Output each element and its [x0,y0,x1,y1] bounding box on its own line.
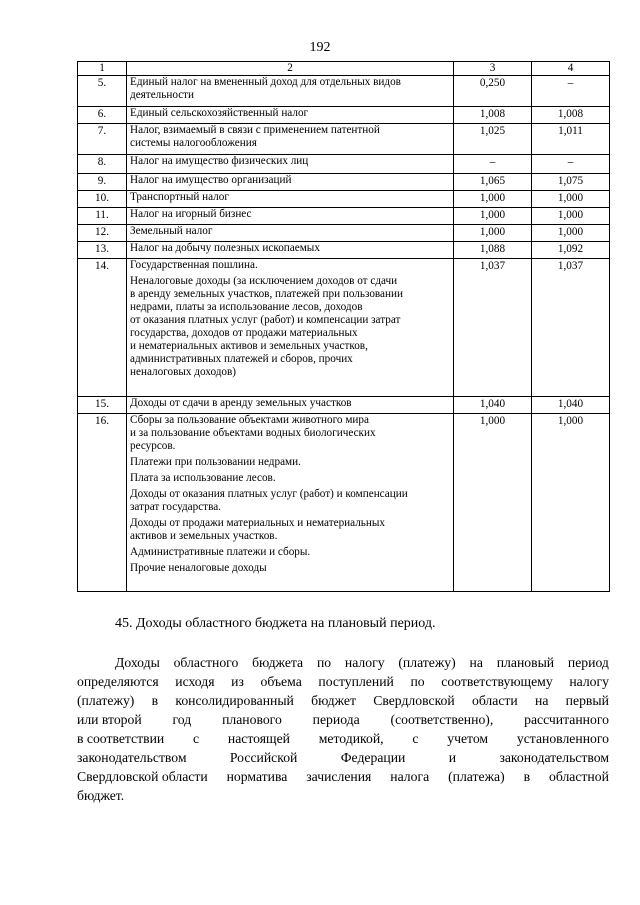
income-name-line: Государственная пошлина. [130,259,258,271]
income-name-line: от оказания платных услуг (работ) и компенсации затрат [130,314,401,326]
income-name-line: Налог на игорный бизнес [130,208,252,220]
paragraph-word: Свердловской [373,693,455,708]
income-name-line: затрат государства. [130,501,221,513]
paragraph-word: и [448,750,457,765]
paragraph-word: год [172,712,192,727]
paragraph-word: установленного [516,731,609,746]
paragraph-word: бюджет [311,693,356,708]
paragraph-line [77,786,609,805]
rate-col-3: 1,008 [454,107,532,124]
income-name-line: Единый сельскохозяйственный налог [130,107,309,119]
paragraph-word: в соответствии [77,731,165,746]
income-name-line: деятельности [130,89,195,101]
paragraph-line [77,748,609,767]
paragraph-word: (платежу) [398,655,456,670]
paragraph-word: соответствующему [441,674,553,689]
header-col-3: 3 [454,62,532,76]
income-name [127,259,454,397]
paragraph-word: налога [390,769,430,784]
income-name-line: недрами, платы за использование лесов, доходов [130,301,363,313]
income-name-line: административных платежей и сборов, прочих [130,353,353,365]
income-name [127,155,454,174]
paragraph-word: или второй [77,712,142,727]
paragraph-word: объема [260,674,302,689]
page-number: 192 [309,40,331,55]
paragraph-word: из [231,674,244,689]
paragraph-word: настоящей [227,731,290,746]
paragraph-word: рассчитанного [524,712,609,727]
income-name [127,414,454,592]
rate-col-4: 1,037 [532,259,610,397]
paragraph-word: в [523,769,531,784]
paragraph-word: по [316,655,332,670]
paragraph-word: Российской [229,750,298,765]
income-name-line: системы налогообложения [130,137,257,149]
rate-col-4: 1,000 [532,191,610,208]
rate-col-3: 1,088 [454,242,532,259]
income-name-line: активов и земельных участков. [130,530,278,542]
row-number: 7. [78,124,127,155]
row-number: 16. [78,414,127,592]
income-name-line: Административные платежи и сборы. [130,546,311,558]
rate-col-3: 1,000 [454,191,532,208]
tax-rates-table [77,61,610,592]
income-name [127,242,454,259]
paragraph-word: зачисления [306,769,372,784]
paragraph-word: с [412,731,419,746]
income-name-line: Плата за использование лесов. [130,472,276,484]
rate-col-3: 1,000 [454,225,532,242]
paragraph-word: Федерации [340,750,406,765]
paragraph-word: (соответственно), [390,712,494,727]
income-name [127,208,454,225]
paragraph-word: Свердловской области [77,769,208,784]
paragraph-word: области [471,693,518,708]
income-name-line: Сборы за пользование объектами животного мира [130,414,369,426]
rate-col-4: 1,075 [532,174,610,191]
header-col-2: 2 [127,62,454,76]
paragraph-word: планового [222,712,282,727]
row-number: 8. [78,155,127,174]
row-number: 9. [78,174,127,191]
table-row [78,76,610,107]
row-number: 6. [78,107,127,124]
rate-col-3: 1,065 [454,174,532,191]
income-name [127,107,454,124]
paragraph-word: в [151,693,159,708]
paragraph-word: методикой, [318,731,384,746]
row-number: 13. [78,242,127,259]
table-row [78,191,610,208]
table-row [78,225,610,242]
income-name-line: Доходы от оказания платных услуг (работ) и компенсации [130,488,408,500]
rate-col-3: 1,040 [454,397,532,414]
income-name-line: и за пользование объектами водных биологических [130,427,376,439]
paragraph-word: законодательством [499,750,609,765]
header-col-4: 4 [532,62,610,76]
rate-col-4: 1,000 [532,414,610,592]
income-name-line: Единый налог на вмененный доход для отдельных видов [130,76,401,88]
paragraph-word: норматива [226,769,288,784]
income-name-line: Налог, взимаемый в связи с применением патентной [130,124,380,136]
paragraph-word: по [410,674,425,689]
paragraph-word: на [469,655,483,670]
paragraph-word: Доходы [115,655,160,670]
paragraph-word: бюджет. [77,788,125,803]
rate-col-4: 1,000 [532,225,610,242]
paragraph-line [77,672,609,691]
table-row [78,397,610,414]
rate-col-4: 1,040 [532,397,610,414]
paragraph-word: учетом [447,731,489,746]
table-row [78,124,610,155]
paragraph-line [77,729,609,748]
income-name: Доходы от сдачи в аренду земельных участков [127,397,454,414]
rate-col-4: – [532,76,610,107]
paragraph-line [77,691,609,710]
rate-col-3: – [454,155,532,174]
paragraph-line [77,767,609,786]
table-row [78,208,610,225]
income-name-line: Налог на добычу полезных ископаемых [130,242,320,254]
income-name [127,191,454,208]
paragraph-word: первый [565,693,609,708]
paragraph-word: с [193,731,200,746]
rate-col-3: 1,000 [454,208,532,225]
row-number: 5. [78,76,127,107]
table-row [78,174,610,191]
rate-col-4: 1,092 [532,242,610,259]
paragraph-line [77,653,609,672]
rate-col-3: 1,000 [454,414,532,592]
income-name-line: Земельный налог [130,225,213,237]
income-name [127,225,454,242]
table-header-row [78,62,610,76]
table-row [78,155,610,174]
rate-col-4: 1,011 [532,124,610,155]
table-row [78,107,610,124]
body-paragraph [77,653,609,805]
table-row [78,259,610,397]
rate-col-4: 1,008 [532,107,610,124]
income-name-line: Прочие неналоговые доходы [130,562,267,574]
income-name-line: и нематериальных активов и земельных участков, [130,340,368,352]
row-number: 14. [78,259,127,397]
paragraph-word: на [535,693,549,708]
paragraph-word: определяются [77,674,159,689]
income-name [127,124,454,155]
rate-col-3: 0,250 [454,76,532,107]
table-row [78,414,610,592]
row-number: 15. [78,397,127,414]
income-name-line: ресурсов. [130,440,176,452]
income-name [127,76,454,107]
paragraph-word: поступлений [318,674,394,689]
rate-col-4: 1,000 [532,208,610,225]
income-name-line: государства, доходов от продажи материальных [130,327,358,339]
paragraph-word: периода [312,712,360,727]
income-name-line: Платежи при пользовании недрами. [130,456,301,468]
income-name-line: неналоговых доходов) [130,366,237,378]
paragraph-word: (платежу) [77,693,135,708]
header-col-1: 1 [78,62,127,76]
income-name-line: Налог на имущество физических лиц [130,155,309,167]
paragraph-word: исходя [175,674,215,689]
paragraph-word: консолидированный [175,693,294,708]
paragraph-word: областной [548,769,609,784]
paragraph-word: законодательством [77,750,187,765]
paragraph-word: (платежа) [448,769,505,784]
income-name-line: в аренду земельных участков, платежей при пользовании [130,288,403,300]
paragraph-word: период [567,655,609,670]
rate-col-4: – [532,155,610,174]
row-number: 12. [78,225,127,242]
paragraph-word: бюджета [252,655,304,670]
paragraph-word: областного [173,655,239,670]
rate-col-3: 1,037 [454,259,532,397]
income-name-line: Транспортный налог [130,191,229,203]
income-name-line: Неналоговые доходы (за исключением доходов от сдачи [130,275,398,287]
income-name-line: Налог на имущество организаций [130,174,292,186]
paragraph-line [77,710,609,729]
table-row [78,242,610,259]
row-number: 11. [78,208,127,225]
income-name-line: Доходы от продажи материальных и нематериальных [130,517,385,529]
paragraph-word: плановый [496,655,555,670]
paragraph-word: налогу [569,674,609,689]
income-name [127,174,454,191]
row-number: 10. [78,191,127,208]
section-heading: 45. Доходы областного бюджета на плановый период. [115,616,436,631]
rate-col-3: 1,025 [454,124,532,155]
paragraph-word: налогу [344,655,385,670]
